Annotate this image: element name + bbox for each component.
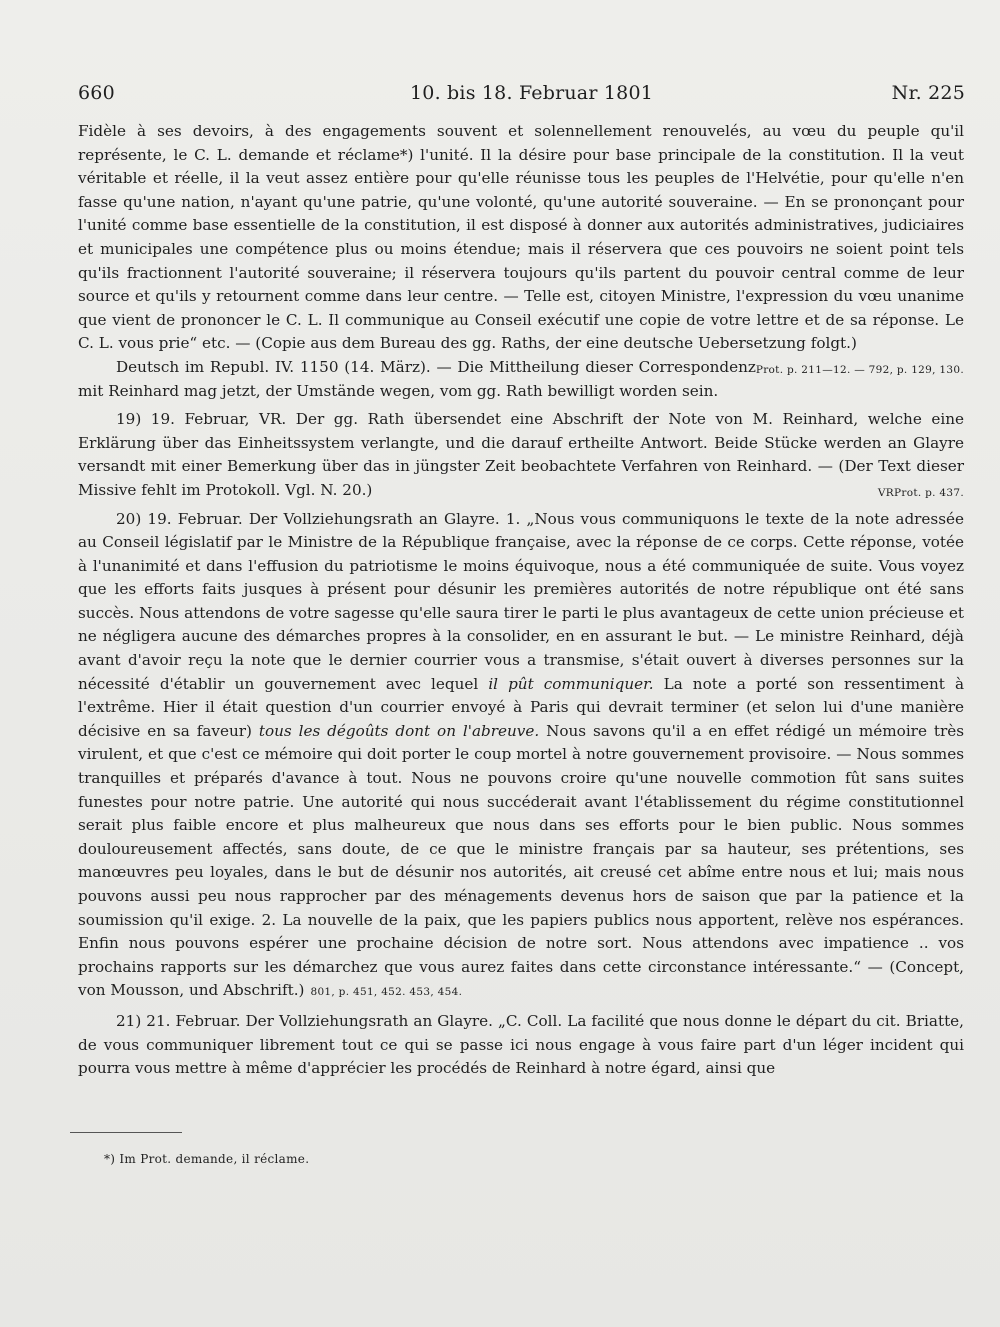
paragraph-4-reference: 801, p. 451, 452. 453, 454. xyxy=(310,986,463,999)
footnote: *) Im Prot. demande, il réclame. xyxy=(104,1152,310,1166)
entry-number: Nr. 225 xyxy=(891,82,965,104)
paragraph-4-text-c: Nous savons qu'il a en effet rédigé un mémoire très virulent, et que c'est ce mémoire qui doit porter le coup mortel à notre gouvernement provisoire. — Nous sommes tranquilles et préparés d'avance à tout. Nous ne pouvons croire qu'une nouvelle commotion fût sans suites funestes pour notre patrie. Une autorité qui nous succéderait avant l'établissement du régime constitutionnel serait plus faible encore et plus malheureux que nous dans ses efforts pour le bien public. Nous sommes douloureusement affectés, sans doute, de ce que le ministre français par sa hauteur, ses prétentions, ses manœuvres peu loyales, dans le but de désunir nos autorités, ait creusé cet abîme entre nous et lui; mais nous pouvons aussi peu nous rapprocher par des ménagements devenus hors de saison que par la patience et la soumission qu'il exige. 2. La nouvelle de la paix, que les papiers publics nous apportent, relève nos espérances. Enfin nous pouvons espérer une prochaine décision de notre sort. Nous attendons avec impatience .. vos prochains rapports sur les démarchez que vous aurez faites dans cette circonstance intéressante.“ — (Concept, von Mousson, und Abschrift.) xyxy=(78,721,965,1000)
paragraph-5-text: 21) 21. Februar. Der Vollziehungsrath an Glayre. „C. Coll. La facilité que nous donne le départ du cit. Briatte, de vous communiquer librement tout ce qui se passe ici nous engage à vous faire part d'un léger incident qui pourra vous mettre à même d'apprécier les procédés de Reinhard à notre égard, ainsi que xyxy=(78,1011,964,1078)
paragraph-3-reference: VRProt. p. 437. xyxy=(877,486,964,499)
paragraph-4-text-b: La note a porté son ressentiment à l'extrême. Hier il était question d'un courrier envoyé à Paris qui devrait terminer (et selon lui d'une manière décisive en sa faveur) xyxy=(78,674,965,740)
paragraph-3 xyxy=(78,408,964,502)
page-header xyxy=(70,82,965,108)
paragraph-4-italic-2: tous les dégoûts dont on l'abreuve. xyxy=(258,721,540,740)
paragraph-3-text: 19) 19. Februar, VR. Der gg. Rath übersendet eine Abschrift der Note von M. Reinhard, welche eine Erklärung über das Einheitssystem verlangte, und die darauf ertheilte Antwort. Beide Stücke werden an Glayre versandt mit einer Bemerkung über das in jüngster Zeit beobachtete Verfahren von Reinhard. — (Der Text dieser Missive fehlt im Protokoll. Vgl. N. 20.) xyxy=(78,410,964,499)
footnote-divider xyxy=(70,1132,182,1133)
paragraph-5 xyxy=(78,1010,964,1081)
page-number: 660 xyxy=(78,82,115,104)
paragraph-4 xyxy=(78,508,964,1005)
paragraph-1-text: Fidèle à ses devoirs, à des engagements souvent et solennellement renouvelés, au vœu du peuple qu'il représente, le C. L. demande et réclame*) l'unité. Il la désire pour base principale de la constitution. Il la veut véritable et réelle, il la veut assez entière pour qu'elle réunisse tous les peuples de l'Helvétie, pour qu'elle n'en fasse qu'une nation, n'ayant qu'une patrie, qu'une volonté, qu'une autorité souveraine. — En se prononçant pour l'unité comme base essentielle de la constitution, il est disposé à donner aux autorités administratives, judiciaires et municipales une compétence plus ou moins étendue; mais il réservera que ces pouvoirs ne soient point tels qu'ils fractionnent l'autorité souveraine; il réservera toujours qu'ils partent du pouvoir central comme de leur source et qu'ils y retournent comme dans leur centre. — Telle est, citoyen Ministre, l'expression du vœu unanime que vient de prononcer le C. L. Il communique au Conseil exécutif une copie de votre lettre et de sa réponse. Le C. L. vous prie“ etc. — (Copie aus dem Bureau des gg. Raths, der eine deutsche Uebersetzung folgt.) xyxy=(78,122,964,353)
paragraph-2-text: Deutsch im Republ. IV. 1150 (14. März). — Die Mittheilung dieser Correspondenz mit Reinhard mag jetzt, der Umstände wegen, vom gg. Rath bewilligt worden sein. xyxy=(78,357,756,400)
date-range: 10. bis 18. Februar 1801 xyxy=(410,82,654,104)
paragraph-1 xyxy=(78,120,964,376)
paragraph-4-italic-1: il pût communiquer. xyxy=(488,674,654,693)
paragraph-4-text-a: 20) 19. Februar. Der Vollziehungsrath an Glayre. 1. „Nous vous communiquons le texte de la note adressée au Conseil législatif par le Ministre de la République française, avec la réponse de ce corps. Cette réponse, votée à l'unanimité et dans l'effusion du patriotisme le moins équivoque, nous a été communiquée de suite. Vous voyez que les efforts faits jusques à présent pour désunir les premières autorités de notre république ont été sans succès. Nous attendons de votre sagesse qu'elle saura tirer le parti le plus avantageux de cette union précieuse et ne négligera aucune des démarches propres à la consolider, en en assurant le but. — Le ministre Reinhard, déjà avant d'avoir reçu la note que le dernier courrier vous a transmise, s'était ouvert à diverses personnes sur la nécessité d'établir un gouvernement avec lequel xyxy=(78,509,964,693)
paragraph-1-reference: Prot. p. 211—12. — 792, p. 129, 130. xyxy=(755,363,964,376)
document-body xyxy=(78,120,964,1081)
